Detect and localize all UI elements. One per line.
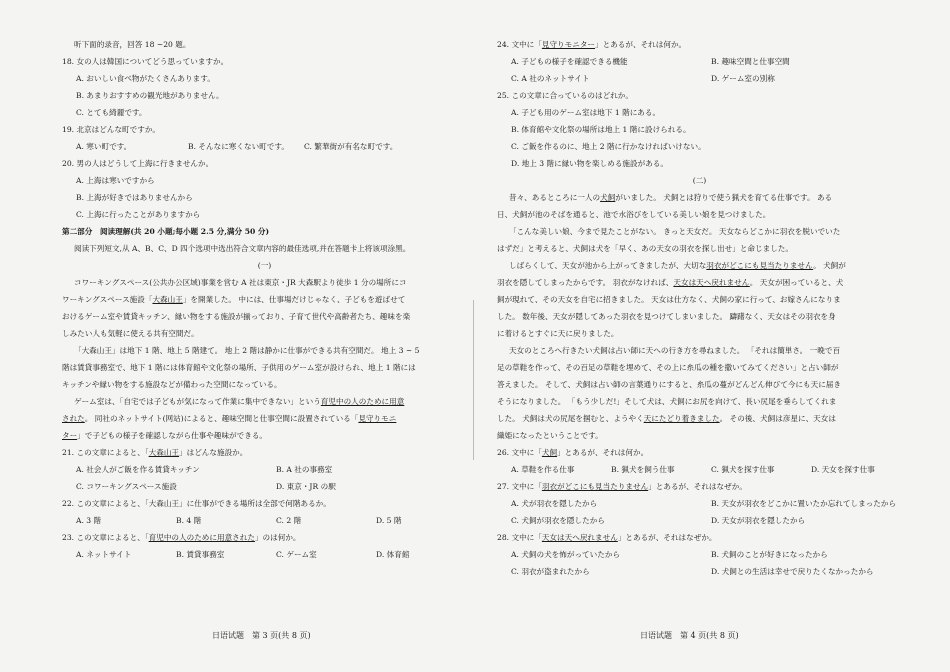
- q23-option-b: B. 賃貸事務室: [176, 550, 225, 559]
- passage2-line: 羽衣を隠してしまったからです。 羽衣がなければ、天女は天へ戻れません。 天女が困っていると、犬: [497, 278, 844, 287]
- q18-option-a: A. おいしい食べ物がたくさんあります。: [76, 74, 215, 83]
- q26-option-a: A. 草鞋を作る仕事: [511, 465, 575, 474]
- q27-option-c: C. 犬飼が羽衣を隠したから: [511, 516, 605, 525]
- q26-option-c: C. 猟犬を探す仕事: [711, 465, 775, 474]
- listening-intro: 听下面的录音，回答 18 ~20 题。: [74, 40, 191, 49]
- question-27: 27. 文中に「羽衣がどこにも見当たりません」とあるが、それはなぜか。: [497, 482, 747, 491]
- part2-instructions: 阅读下列短文,从 A、B、C、D 四个选项中选出符合文章内容的最佳选项,并在答题卡上将该项涂黑。: [74, 244, 411, 253]
- q27-option-d: D. 天女が羽衣を隠したから: [711, 516, 806, 525]
- passage1-line: おけるゲーム室や賃貸キッチン、縁い物をする施設が揃っており、子育て世代や高齢者たち、趣味を楽: [62, 312, 411, 321]
- passage2-line: に着けるとすぐに天に戻りました。: [497, 329, 619, 338]
- q26-option-d: D. 天女を探す仕事: [811, 465, 875, 474]
- q22-option-d: D. 5 階: [376, 516, 402, 525]
- q24-option-a: A. 子どもの様子を確認できる機能: [511, 57, 628, 66]
- question-18: 18. 女の人は韓国についてどう思っていますか。: [62, 57, 229, 66]
- passage1-line: ワーキングスペース施設「大森山王」を開業した。 中には、仕事場だけじゃなく、子どもを遊ばせて: [62, 295, 406, 304]
- passage1-line: ター」で子どもの様子を確認しながら仕事や趣味ができる。: [62, 431, 268, 440]
- section-1-heading: (一): [257, 261, 272, 270]
- passage1-line: 階は賃貸事務室で、地下 1 階には体育館や文化祭の場所、子供用のゲーム室が設けられ、地上 1 階には: [62, 363, 416, 372]
- q21-option-a: A. 社会人がご飯を作る賃貸キッチン: [76, 465, 200, 474]
- q20-option-b: B. 上海が好きではありませんから: [76, 193, 193, 202]
- left-page-footer: 日语试题 第 3 页(共 8 页): [212, 631, 311, 640]
- section-2-heading: (二): [692, 176, 707, 185]
- q28-option-a: A. 犬飼の犬を怖がっていたから: [511, 550, 621, 559]
- question-28: 28. 文中に「天女は天へ戻れません」とあるが、それはなぜか。: [497, 533, 717, 542]
- passage2-line: 「こんな美しい娘、今まで見たことがない。 きっと天女だ。 天女ならどこかに羽衣を脱いでいた: [509, 227, 841, 236]
- passage1-line: しみたい人も気軽に使える共有空間だ。: [62, 329, 199, 338]
- passage2-line: 織姫になったということです。: [497, 431, 603, 440]
- q26-options: [497, 461, 902, 478]
- q23-option-c: C. ゲーム室: [276, 550, 317, 559]
- question-24: 24. 文中に「見守りモニター」とあるが、それは何か。: [497, 40, 687, 49]
- passage2-line: した。 数年後、天女が隠してあった羽衣を見つけてしまいました。 躊躇なく、天女はその羽衣を身: [497, 312, 836, 321]
- passage2-line: 昔々、あるところに一人の犬飼がいました。 犬飼とは狩りで使う猟犬を育てる仕事です。 ある: [509, 193, 833, 202]
- q20-option-c: C. 上海に行ったことがありますから: [76, 210, 201, 219]
- q18-option-c: C. とても綺麗です。: [76, 108, 147, 117]
- q21-option-d: D. 東京・JR の駅: [276, 482, 336, 491]
- q27-options: [497, 495, 902, 529]
- passage2-line: した。 犬飼は犬の尻尾を掴むと、ようやく天にたどり着きました。 その後、犬飼は彦星に、天女は: [497, 414, 836, 423]
- q23-option-d: D. 体育館: [376, 550, 410, 559]
- left-page: [62, 36, 467, 563]
- question-22: 22. この文章によると、「大森山王」に仕事ができる場所は全部で何階あるか。: [62, 499, 331, 508]
- q24-option-b: B. 趣味空間と仕事空間: [711, 57, 790, 66]
- passage1-line: 「大森山王」は地下 1 階、地上 5 階建て。 地上 2 階は静かに仕事ができる共有空間だ。 地上 3 ~ 5: [74, 346, 420, 355]
- q27-option-b: B. 天女が羽衣をどこかに置いたか忘れてしまったから: [711, 499, 897, 508]
- q20-option-a: A. 上海は寒いですから: [76, 176, 155, 185]
- q25-option-d: D. 地上 3 階に縁い物を楽しめる施設がある。: [511, 159, 668, 168]
- q19-options: [62, 138, 467, 155]
- page-divider: [473, 300, 474, 460]
- q24-options: [497, 53, 902, 87]
- q28-option-d: D. 犬飼との生活は幸せで戻りたくなかったから: [711, 567, 874, 576]
- passage2-line: 足の草鞋を作って、その百足の草鞋を埋めて、その上に糸瓜の種を撒いてみてください」と占い師が: [497, 363, 839, 372]
- q26-option-b: B. 猟犬を飼う仕事: [611, 465, 675, 474]
- q21-options: [62, 461, 467, 495]
- q25-option-a: A. 子ども用のゲーム室は地下 1 階にある。: [511, 108, 661, 117]
- passage2-line: 天女のところへ行きたい犬飼は占い師に天への行き方を尋ねました。 「それは簡単さ。 一晩で百: [509, 346, 841, 355]
- question-23: 23. この文章によると、「育児中の人のために用意された」のは何か。: [62, 533, 301, 542]
- q25-option-b: B. 体育館や文化祭の場所は地上 1 階に設けられる。: [511, 125, 691, 134]
- passage2-line: はずだ」と考えると、犬飼は犬を「早く、あの天女の羽衣を探し出せ」と命じました。: [497, 244, 793, 253]
- question-25: 25. この文章に合っているのはどれか。: [497, 91, 633, 100]
- q22-option-a: A. 3 階: [76, 516, 102, 525]
- question-26: 26. 文中に「犬飼」とあるが、それは何か。: [497, 448, 649, 457]
- passage1-line: コワーキングスペース(公共办公区域)事業を営む A 社は東京・JR 大森駅より徒歩 1 分の場所にコ: [74, 278, 407, 287]
- q27-option-a: A. 犬が羽衣を隠したから: [511, 499, 598, 508]
- passage2-line: しばらくして、天女が池から上がってきましたが、大切な羽衣がどこにも見当たりません。 犬飼が: [509, 261, 846, 270]
- passage2-line: 飼が現れて、その天女を自宅に招きました。 天女は仕方なく、犬飼の家に行って、お嫁さんになりま: [497, 295, 841, 304]
- right-page-footer: 日语试题 第 4 页(共 8 页): [640, 631, 739, 640]
- q24-option-d: D. ゲーム室の別称: [711, 74, 775, 83]
- q23-option-a: A. ネットサイト: [76, 550, 132, 559]
- right-page: [497, 36, 902, 580]
- q19-option-b: B. そんなに寒くない町です。: [188, 142, 289, 151]
- passage1-line: された。 同社のネットサイト(网站)によると、趣味空間と仕事空間に設置されている「見守りモニ: [62, 414, 397, 423]
- passage1-line: ゲーム室は、「自宅では子どもが気になって作業に集中できない」という育児中の人のために用意: [74, 397, 405, 406]
- q28-options: [497, 546, 902, 580]
- q18-option-b: B. あまりおすすめの観光地がありません。: [76, 91, 224, 100]
- passage2-line: そうになりました。 「もう少しだ!」そして犬は、犬飼にお尻を向けて、長い尻尾を垂らしてくれま: [497, 397, 837, 406]
- q25-option-c: C. ご飯を作るのに、地上 2 階に行かなければいけない。: [511, 142, 706, 151]
- q22-options: [62, 512, 467, 529]
- q19-option-a: A. 寒い町です。: [76, 142, 132, 151]
- q19-option-c: C. 繁華街が有名な町です。: [304, 142, 398, 151]
- passage2-line: 日、犬飼が池のそばを通ると、池で水浴びをしている美しい娘を見つけました。: [497, 210, 771, 219]
- q21-option-c: C. コワーキングスペース施設: [76, 482, 177, 491]
- q22-option-c: C. 2 階: [276, 516, 302, 525]
- q21-option-b: B. A 社の事務室: [276, 465, 333, 474]
- passage2-line: 答えました。 そして、犬飼は占い師の言葉通りにすると、糸瓜の蔓がどんどん伸びて今にも天に届き: [497, 380, 841, 389]
- question-19: 19. 北京はどんな町ですか。: [62, 125, 161, 134]
- q28-option-c: C. 羽衣が盗まれたから: [511, 567, 590, 576]
- q28-option-b: B. 犬飼のことが好きになったから: [711, 550, 828, 559]
- passage1-line: キッチンや縁い物をする施設などが備わった空間になっている。: [62, 380, 282, 389]
- question-21: 21. この文章によると、「大森山王」はどんな施設か。: [62, 448, 248, 457]
- q23-options: [62, 546, 467, 563]
- q22-option-b: B. 4 階: [176, 516, 202, 525]
- question-20: 20. 男の人はどうして上海に行きませんか。: [62, 159, 214, 168]
- part2-title: 第二部分 阅读理解(共 20 小题;每小题 2.5 分,满分 50 分): [62, 227, 270, 236]
- q24-option-c: C. A 社のネットサイト: [511, 74, 590, 83]
